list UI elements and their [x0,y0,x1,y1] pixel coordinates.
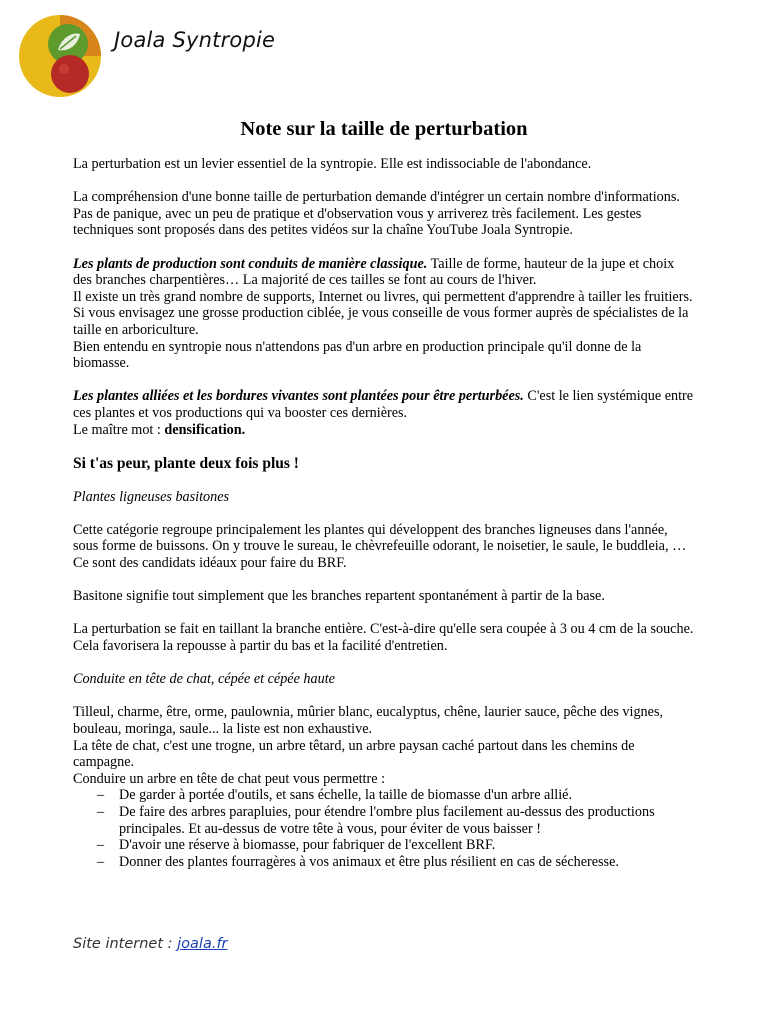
list-item: – De faire des arbres parapluies, pour étendre l'ombre plus facilement au-dessus des productions principales. Et au-dessus de votre tête à vous, pour éviter de vous baisser ! [97,803,655,837]
dash-bullet: – [97,803,105,820]
allied-paragraph [73,388,695,438]
key-label: Le maître mot : [73,421,165,438]
allied-lead: Les plantes alliées et les bordures vivantes sont plantées pour être perturbées. [73,388,524,405]
document-body [73,112,695,870]
key-word: densification. [164,421,246,438]
leaf-sun-logo [18,14,102,98]
benefits-list [73,787,695,870]
production-line3: Bien entendu en syntropie nous n'attendons pas d'un arbre en production principale qu'il donne de la biomasse. [73,338,642,372]
intro-paragraph: La perturbation est un levier essentiel de la syntropie. Elle est indissociable de l'abondance. [73,156,592,172]
production-line2: Il existe un très grand nombre de supports, Internet ou livres, qui permettent d'apprendre à tailler les fruitiers. Si vous envisagez une grosse production ciblée, je vous conseille de vous former auprès de spécialistes de la taille en arboriculture. [73,288,693,338]
section2-p2: La tête de chat, c'est une trogne, un arbre têtard, un arbre paysan caché partout dans les chemins de campagne. [73,737,635,771]
production-paragraph [73,256,695,372]
section1-p1b: Ce sont des candidats idéaux pour faire du BRF. [73,555,347,572]
section1-paragraph2: Basitone signifie tout simplement que les branches repartent spontanément à partir de la base. [73,588,605,605]
section1-paragraph1 [73,522,695,572]
list-item: – Donner des plantes fourragères à vos animaux et être plus résilient en cas de sécheresse. [97,853,619,870]
key-word-line [73,422,695,439]
section1-title: Plantes ligneuses basitones [73,488,230,505]
comprehension-paragraph: La compréhension d'une bonne taille de perturbation demande d'intégrer un certain nombre d'informations. Pas de panique, avec un peu de pratique et d'observation vous y arriverez très facilement. Les gestes techniques sont proposés dans des petites vidéos sur la chaîne YouTube Joala Syntropie. [73,189,680,239]
website-link[interactable]: joala.fr [177,936,228,952]
page-title: Note sur la taille de perturbation [240,118,528,140]
list-item: – De garder à portée d'outils, et sans échelle, la taille de biomasse d'un arbre allié. [97,787,573,804]
production-lead: Les plants de production sont conduits de manière classique. [73,255,428,272]
section1-p1: Cette catégorie regroupe principalement les plantes qui développent des branches ligneuses dans l'année, sous forme de buissons. On y trouve le sureau, le chèvrefeuille odorant, le noisetier, le saule, le buddleia, … [73,521,687,555]
section2-paragraph [73,704,695,787]
section2-p1: Tilleul, charme, être, orme, paulownia, mûrier blanc, eucalyptus, chêne, laurier sauce, pêche des vignes, bouleau, moringa, saule... la liste est non exhaustive. [73,704,664,737]
footer [73,936,228,952]
dash-bullet: – [97,837,105,854]
allied-rest: C'est le lien systémique entre ces plantes et vos productions qui va booster ces dernières. [73,388,694,421]
header [18,14,318,98]
section2-title: Conduite en tête de chat, cépée et cépée haute [73,671,335,688]
section2-p3: Conduire un arbre en tête de chat peut vous permettre : [73,770,386,787]
section-heading: Si t'as peur, plante deux fois plus ! [73,454,299,472]
dash-bullet: – [97,853,105,870]
brand-name: Joala Syntropie [114,28,276,52]
dash-bullet: – [97,787,105,804]
production-rest: Taille de forme, hauteur de la jupe et choix des branches charpentières… La majorité de ces tailles se font au cours de l'hiver. [73,255,675,289]
section1-paragraph3: La perturbation se fait en taillant la branche entière. C'est-à-dire qu'elle sera coupée à 3 ou 4 cm de la souche. Cela favorisera la repousse à partir du bas et la facilité d'entretien. [73,621,694,655]
footer-label: Site internet : [73,936,178,952]
list-item: – D'avoir une réserve à biomasse, pour fabriquer de l'excellent BRF. [97,837,496,854]
